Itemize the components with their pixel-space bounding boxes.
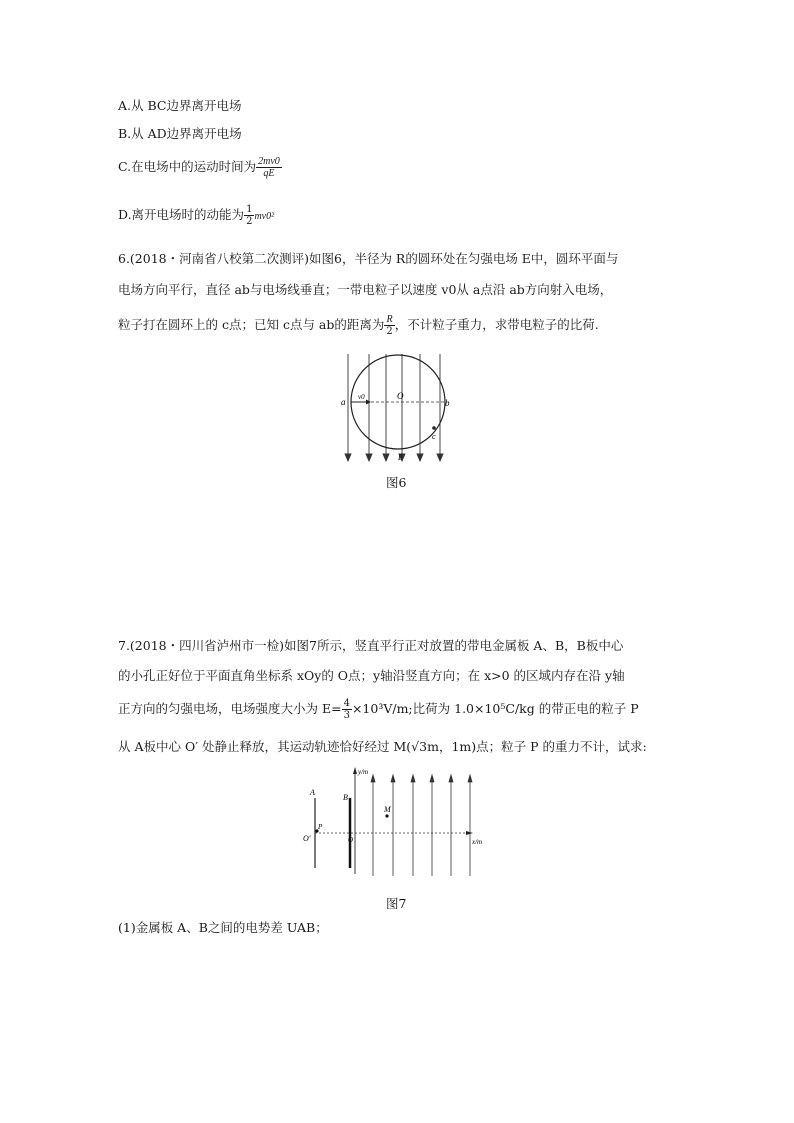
option-d: D.离开电场时的动能为 $\frac{1}{2}$ mv0²: [118, 204, 275, 227]
label-x-axis: x/m: [472, 838, 483, 846]
label-plate-a: A: [310, 788, 315, 797]
q7-line-1: 7.(2018・四川省泸州市一检)如图7所示，竖直平行正对放置的带电金属板 A、B，B板中心: [118, 638, 624, 653]
field-lines-up: [371, 775, 472, 876]
label-c: c: [432, 432, 436, 441]
figure-6-diagram: [336, 348, 460, 466]
label-y-axis: y/m: [358, 768, 369, 776]
field-lines: [345, 354, 443, 461]
figure-7-caption: 图7: [386, 896, 407, 911]
q6-line-2: 电场方向平行，直径 ab与电场线垂直；一带电粒子以速度 v0从 a点沿 ab方向射入电场，: [118, 282, 613, 297]
field-fraction: $\frac{4}{3}$: [343, 698, 350, 721]
figure-7-diagram: [298, 764, 494, 884]
label-e: E: [398, 453, 403, 462]
q6-line-1: 6.(2018・河南省八校第二次测评)如图6，半径为 R的圆环处在匀强电场 E中，圆环平面与: [118, 251, 619, 266]
option-b: B.从 AD边界离开电场: [118, 126, 242, 141]
distance-fraction: $\frac{R}{2}$: [386, 314, 393, 337]
time-fraction: $\frac{2mv0}{qE}$: [258, 156, 280, 179]
q6-line-3: 粒子打在圆环上的 c点；已知 c点与 ab的距离为 $\frac{R}{2}$ ，不计粒子重力，求带电粒子的比荷.: [118, 314, 599, 337]
half-fraction: $\frac{1}{2}$: [246, 204, 253, 227]
option-a: A.从 BC边界离开电场: [118, 98, 242, 113]
label-o: O: [348, 836, 354, 844]
q7-line-4: 从 A板中心 O′ 处静止释放，其运动轨迹恰好经过 M(√3m，1m)点；粒子 P 的重力不计，试求:: [118, 739, 647, 754]
q7-line-3: 正方向的匀强电场，电场强度大小为 E= $\frac{4}{3}$ ×10³V/m;比荷为 1.0×10⁵C/kg 的带正电的粒子 P: [118, 698, 639, 721]
label-b: b: [445, 398, 450, 408]
q7-subquestion-1: (1)金属板 A、B之间的电势差 UAB；: [118, 920, 328, 935]
label-o-prime: O′: [303, 834, 311, 843]
label-a: a: [341, 397, 346, 407]
label-plate-b: B: [343, 793, 348, 802]
option-c: C.在电场中的运动时间为 $\frac{2mv0}{qE}$: [118, 156, 280, 179]
point-m: [385, 814, 388, 817]
label-p: P: [318, 823, 323, 831]
figure-6-caption: 图6: [386, 475, 407, 490]
point-c: [432, 426, 436, 430]
label-v0: v0: [358, 393, 365, 401]
label-o: O: [397, 391, 404, 401]
q7-line-2: 的小孔正好位于平面直角坐标系 xOy的 O点；y轴沿竖直方向；在 x>0 的区域内存在沿 y轴: [118, 668, 625, 683]
label-m: M: [384, 805, 391, 814]
